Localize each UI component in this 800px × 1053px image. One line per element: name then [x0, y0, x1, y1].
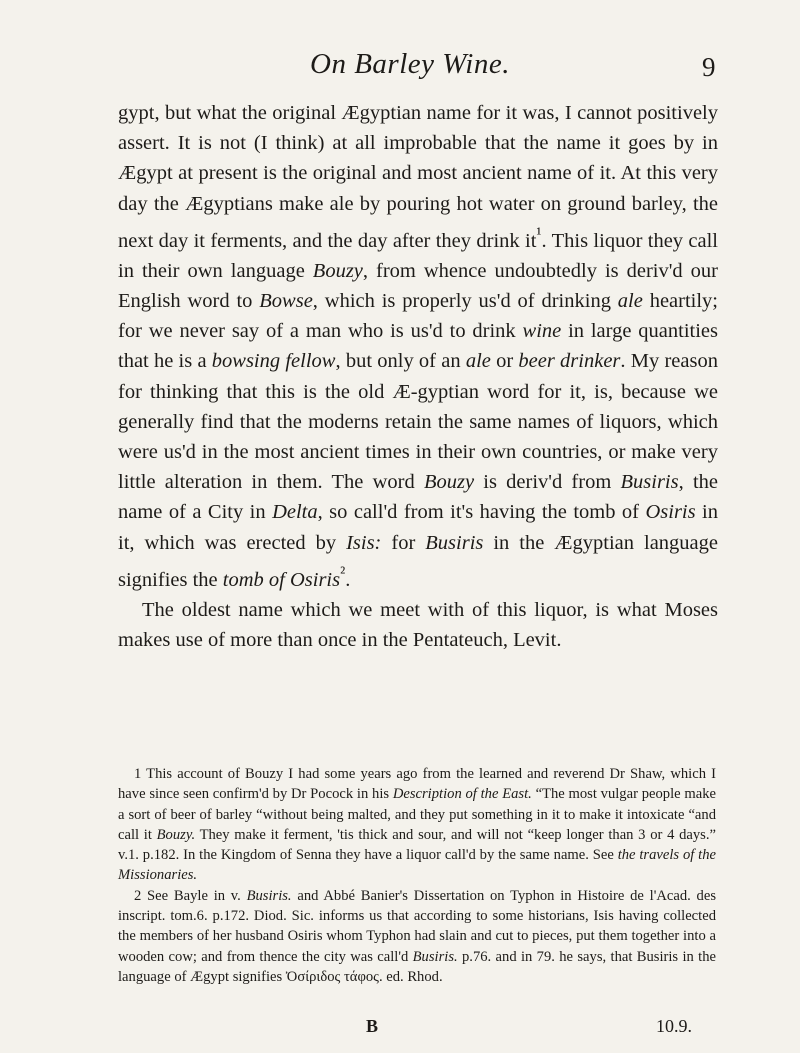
page-footer — [118, 1016, 718, 1038]
footnote-1: 1 This account of Bouzy I had some years ago from the learned and reverend Dr Shaw, which I have since seen confirm'd by Dr Pocock in his Description of the East. “The most vulgar people make a sort of beer of barley “without being malted, and they put something in it to make it intoxicate “and call it Bouzy. They make it ferment, 'tis thick and sour, and will not “keep longer than 3 or 4 days.” v.1. p.182. In the Kingdom of Senna they have a liquor call'd by the same name. See the travels of the Missionaries. — [118, 766, 716, 884]
running-head: On Barley Wine. — [310, 48, 510, 80]
main-text — [118, 98, 718, 655]
page-header — [0, 48, 800, 88]
paragraph: The oldest name which we meet with of this liquor, is what Moses makes use of more than once in the Pentateuch, Levit. — [118, 598, 718, 652]
page-number: 9 — [702, 52, 716, 82]
paragraph: gypt, but what the original Ægyptian name for it was, I cannot positively assert. It is not (I think) at all improbable that the name it goes by in Ægypt at present is the original and most ancient name of it. At this very day the Ægyptians make ale by pouring hot water on ground barley, the next day it ferments, and the day after they drink $it^{^1}$. This liquor they call in their own language Bouzy, from whence undoubtedly is deriv'd our English word to Bowse, which is properly us'd of drinking ale heartily; for we never say of a man who is us'd to drink wine in large quantities that he is a bowsing fellow, but only of an ale or beer drinker. My reason for thinking that this is the old Æ-gyptian word for it, is, because we generally find that the moderns retain the same names of liquors, which were us'd in the most ancient times in their own countries, or make very little alteration in them. The word Bouzy is deriv'd from Busiris, the name of a City in Delta, so call'd from it's having the tomb of Osiris in it, which was erected by Isis: for Busiris in the Ægyptian language signifies the tomb of Osiris$^{^2}$. — [118, 102, 719, 591]
footnote-ref: ² — [340, 562, 346, 582]
signature-mark: B — [366, 1016, 379, 1036]
catchword: 10.9. — [656, 1016, 692, 1036]
footnotes — [118, 764, 716, 987]
footnote-ref: ¹ — [536, 223, 542, 243]
footnote-2: 2 See Bayle in v. Busiris. and Abbé Banier's Dissertation on Typhon in Histoire de l'Acad. des inscript. tom.6. p.172. Diod. Sic. informs us that according to some historians, Isis having collected the members of her husband Osiris whom Typhon had slain and cut to pieces, put them together into a wooden cow; and from thence the city was call'd Busiris. p.76. and in 79. he says, that Busiris in the language of Ægypt signifies Ὀσίριδος τάφος. ed. Rhod. — [118, 887, 717, 985]
